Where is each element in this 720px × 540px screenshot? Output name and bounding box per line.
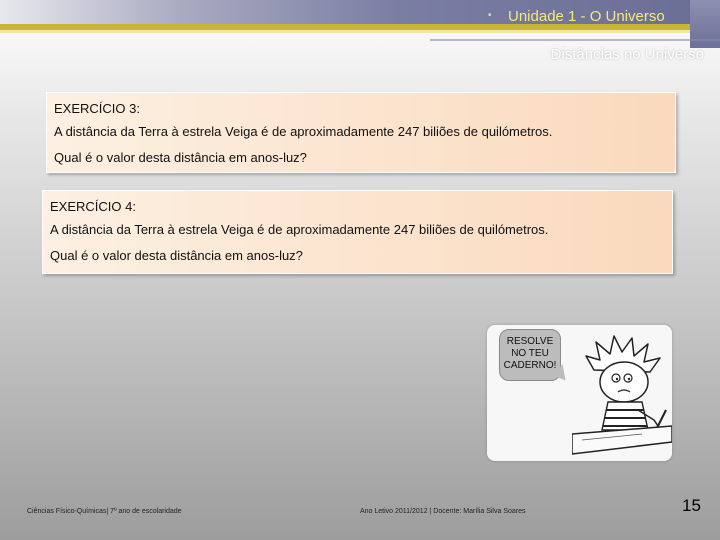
exercise-box-3 [46,92,676,173]
page-number: 15 [682,496,701,515]
exercise-statement: A distância da Terra à estrela Veiga é de aproximadamente 247 biliões de quilómetros. [50,222,549,237]
footer-school-year: Ano Letivo 2011/2012 | Docente: Marília Silva Soares [360,508,526,515]
header-accent-highlight [0,30,720,33]
exercise-statement: A distância da Terra à estrela Veiga é de aproximadamente 247 biliões de quilómetros. [54,124,553,139]
exercise-heading: EXERCÍCIO 4: [50,199,136,214]
header-divider [430,39,720,41]
exercise-box-4 [42,190,673,274]
footer-course: Ciências Físico-Químicas| 7º ano de escolaridade [27,508,182,515]
bubble-line: NO TEU [511,348,549,359]
exercise-heading: EXERCÍCIO 3: [54,101,140,116]
student-drawing-icon [572,330,672,458]
title-bullet: • [488,10,492,21]
slide-subtitle: Distâncias no Universo [550,46,704,63]
exercise-question: Qual é o valor desta distância em anos-luz? [50,248,303,263]
exercise-question: Qual é o valor desta distância em anos-luz? [54,150,307,165]
slide-title: Unidade 1 - O Universo [508,8,665,25]
bubble-line: CADERNO! [503,360,557,371]
bubble-line: RESOLVE [506,336,554,347]
